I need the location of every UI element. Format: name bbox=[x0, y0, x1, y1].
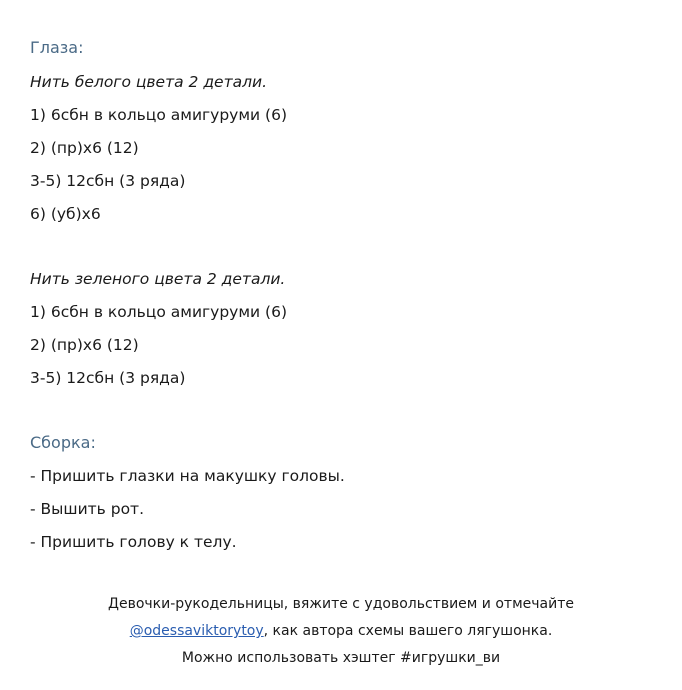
eyes-heading: Глаза: bbox=[30, 38, 84, 57]
green-row-2: 2) (пр)х6 (12) bbox=[30, 336, 139, 354]
green-row-1: 1) 6сбн в кольцо амигуруми (6) bbox=[30, 303, 287, 321]
assembly-step-2: - Вышить рот. bbox=[30, 500, 145, 518]
footer-line-1: Девочки-рукодельницы, вяжите с удовольствием и отмечайте bbox=[108, 596, 574, 612]
green-yarn-title: Нить зеленого цвета 2 детали. bbox=[30, 270, 286, 288]
white-row-2: 2) (пр)х6 (12) bbox=[30, 139, 139, 157]
footer-line-3: Можно использовать хэштег #игрушки_ви bbox=[181, 650, 501, 666]
white-row-4: 6) (уб)х6 bbox=[30, 205, 101, 223]
white-yarn-title: Нить белого цвета 2 детали. bbox=[30, 73, 268, 91]
assembly-step-3: - Пришить голову к телу. bbox=[30, 533, 237, 551]
author-link[interactable]: @odessaviktorytoy bbox=[129, 623, 264, 639]
assembly-step-1: - Пришить глазки на макушку головы. bbox=[30, 467, 345, 485]
white-row-1: 1) 6сбн в кольцо амигуруми (6) bbox=[30, 106, 287, 124]
assembly-heading: Сборка: bbox=[30, 433, 96, 452]
footer-line-2 bbox=[0, 621, 682, 641]
white-row-3: 3-5) 12сбн (3 ряда) bbox=[30, 172, 186, 190]
green-row-3: 3-5) 12сбн (3 ряда) bbox=[30, 369, 186, 387]
footer-line-2-text: , как автора схемы вашего лягушонка. bbox=[263, 623, 553, 639]
